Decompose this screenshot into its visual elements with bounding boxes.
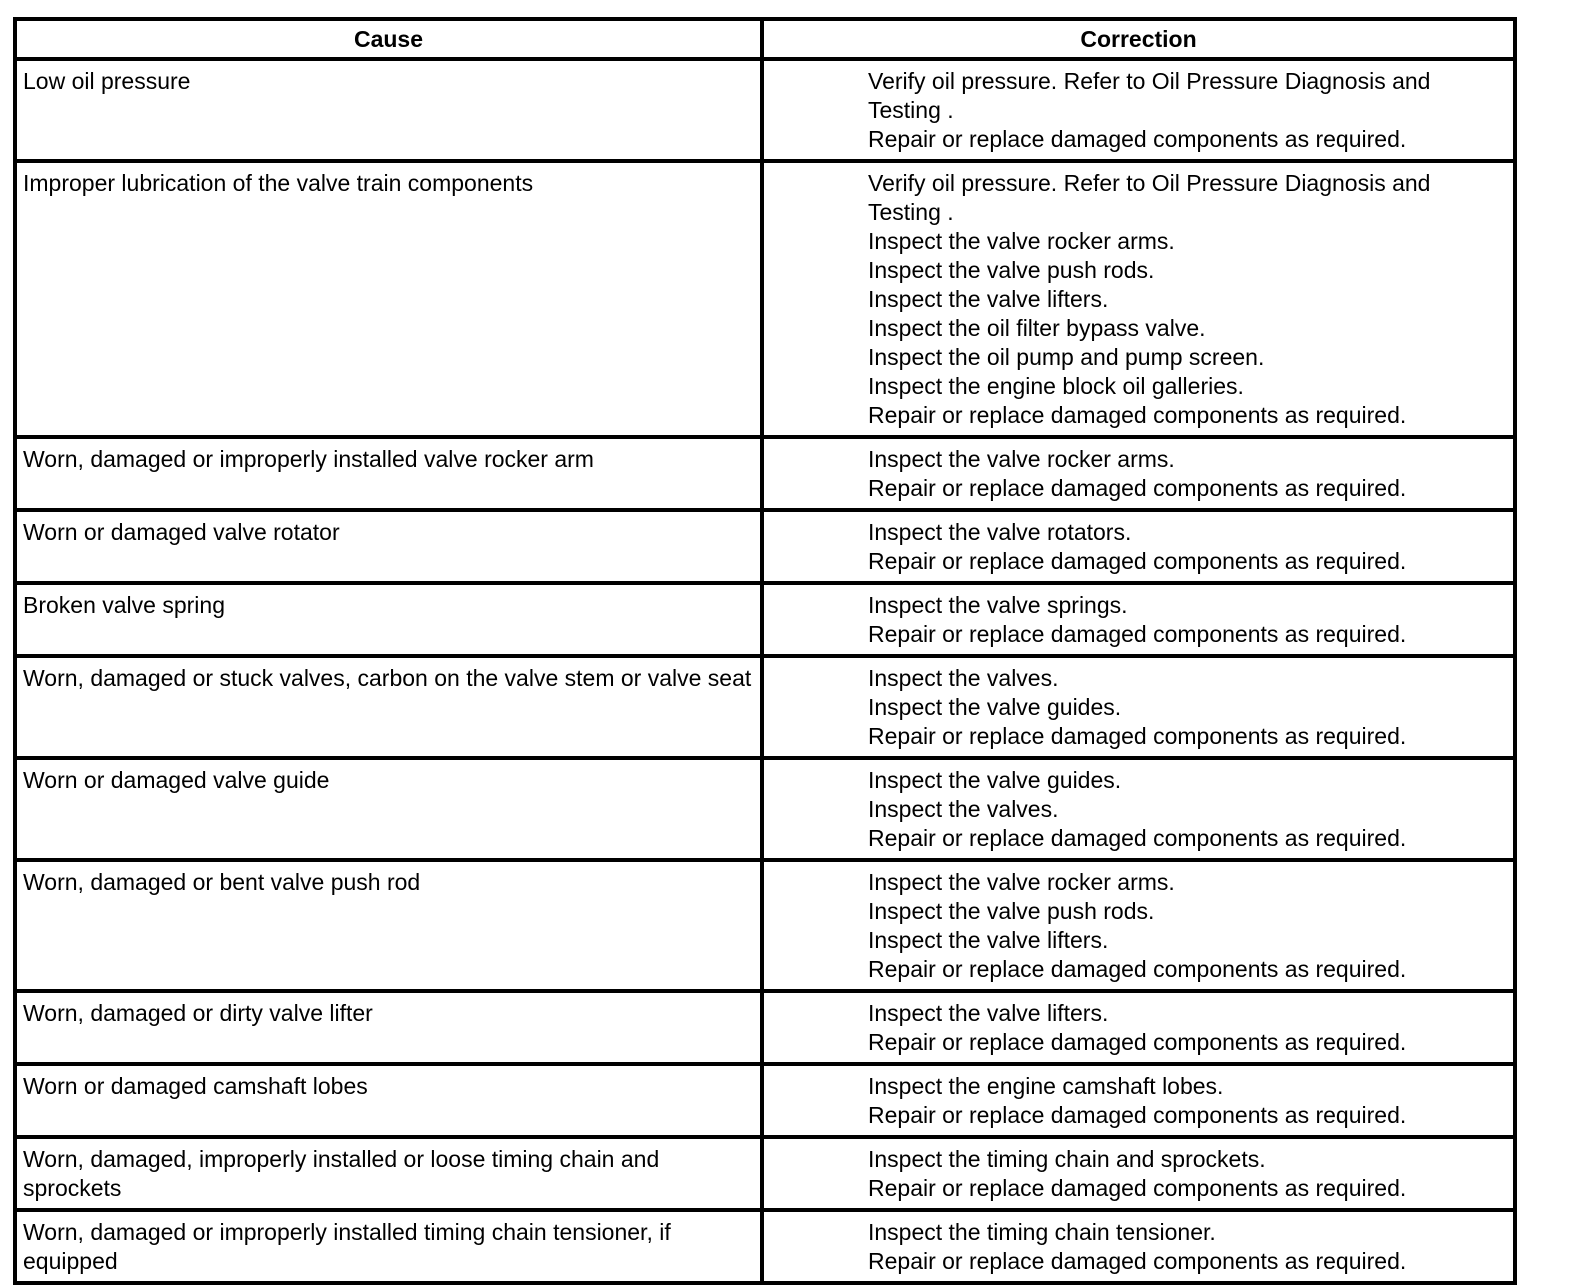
cause-cell: Improper lubrication of the valve train components [15,161,762,437]
correction-line: Inspect the valve push rods. [868,898,1155,924]
table-row [15,758,1515,860]
correction-line: Repair or replace damaged components as required. [868,126,1407,152]
correction-cell [762,860,1515,991]
correction-line: Repair or replace damaged components as required. [868,1029,1407,1055]
correction-line: Inspect the valves. [868,665,1059,691]
header-cause: Cause [15,19,762,59]
correction-line: Inspect the valve rocker arms. [868,869,1175,895]
correction-line: Repair or replace damaged components as required. [868,548,1407,574]
correction-cell [762,1064,1515,1137]
correction-line: Inspect the valve push rods. [868,257,1155,283]
correction-line: Verify oil pressure. Refer to Oil Pressure Diagnosis and Testing . [868,68,1431,123]
correction-line: Inspect the valves. [868,796,1059,822]
cause-cell: Broken valve spring [15,583,762,656]
correction-line: Repair or replace damaged components as required. [868,621,1407,647]
correction-line: Inspect the valve lifters. [868,1000,1109,1026]
table-row [15,437,1515,510]
table-row [15,1210,1515,1283]
correction-line: Inspect the valve rotators. [868,519,1132,545]
correction-line: Inspect the oil pump and pump screen. [868,344,1265,370]
cause-cell: Low oil pressure [15,59,762,161]
correction-line: Verify oil pressure. Refer to Oil Pressure Diagnosis and Testing . [868,170,1431,225]
table-row [15,510,1515,583]
correction-line: Repair or replace damaged components as required. [868,1102,1407,1128]
cause-cell: Worn or damaged camshaft lobes [15,1064,762,1137]
correction-cell [762,991,1515,1064]
cause-cell: Worn, damaged, improperly installed or loose timing chain and sprockets [15,1137,762,1210]
correction-line: Inspect the valve lifters. [868,286,1109,312]
correction-line: Inspect the valve guides. [868,694,1122,720]
header-correction: Correction [762,19,1515,59]
cause-cell: Worn, damaged or dirty valve lifter [15,991,762,1064]
correction-line: Repair or replace damaged components as required. [868,402,1407,428]
correction-cell [762,510,1515,583]
cause-cell: Worn, damaged or improperly installed valve rocker arm [15,437,762,510]
correction-line: Inspect the timing chain and sprockets. [868,1146,1266,1172]
correction-cell [762,59,1515,161]
correction-line: Inspect the valve lifters. [868,927,1109,953]
correction-cell [762,583,1515,656]
table-row [15,1064,1515,1137]
header-row [15,19,1515,59]
table-row [15,583,1515,656]
correction-line: Inspect the valve rocker arms. [868,446,1175,472]
diagnostic-table [13,17,1517,1285]
correction-line: Repair or replace damaged components as required. [868,723,1407,749]
table-row [15,860,1515,991]
correction-cell [762,1137,1515,1210]
correction-line: Inspect the engine camshaft lobes. [868,1073,1224,1099]
correction-cell [762,161,1515,437]
correction-line: Inspect the timing chain tensioner. [868,1219,1216,1245]
correction-line: Repair or replace damaged components as required. [868,825,1407,851]
correction-line: Inspect the valve guides. [868,767,1122,793]
table-row [15,161,1515,437]
cause-cell: Worn, damaged or improperly installed timing chain tensioner, if equipped [15,1210,762,1283]
cause-cell: Worn or damaged valve rotator [15,510,762,583]
correction-line: Inspect the engine block oil galleries. [868,373,1244,399]
correction-cell [762,758,1515,860]
table-row [15,59,1515,161]
correction-cell [762,437,1515,510]
correction-line: Inspect the oil filter bypass valve. [868,315,1206,341]
cause-cell: Worn or damaged valve guide [15,758,762,860]
table-body [15,59,1515,1283]
table-row [15,1137,1515,1210]
correction-cell [762,1210,1515,1283]
correction-line: Inspect the valve rocker arms. [868,228,1175,254]
correction-cell [762,656,1515,758]
correction-line: Repair or replace damaged components as required. [868,956,1407,982]
correction-line: Inspect the valve springs. [868,592,1128,618]
cause-cell: Worn, damaged or stuck valves, carbon on the valve stem or valve seat [15,656,762,758]
table-row [15,991,1515,1064]
cause-cell: Worn, damaged or bent valve push rod [15,860,762,991]
correction-line: Repair or replace damaged components as required. [868,1248,1407,1274]
correction-line: Repair or replace damaged components as required. [868,475,1407,501]
correction-line: Repair or replace damaged components as required. [868,1175,1407,1201]
table-row [15,656,1515,758]
